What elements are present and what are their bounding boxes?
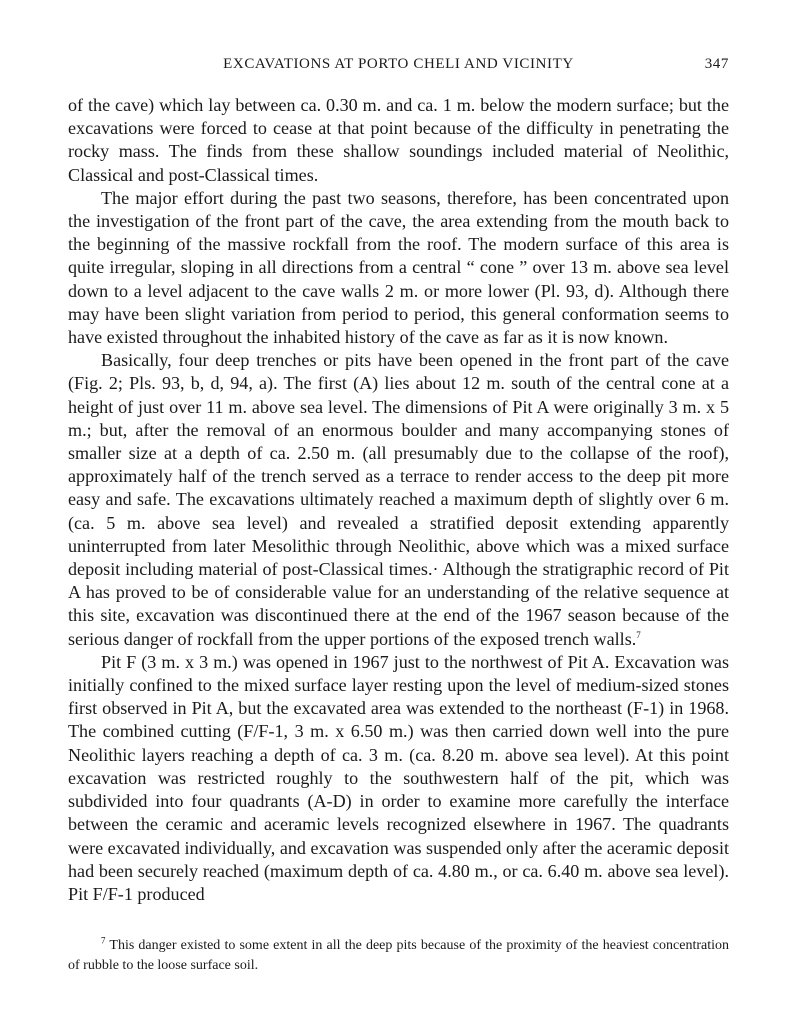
- footnote: [68, 936, 729, 975]
- paragraph-2: The major effort during the past two seasons, therefore, has been concentrated upon the investigation of the front part of the cave, the area extending from the mouth back to the beginning of the massive rockfall from the roof. The modern surface of this area is quite irregular, sloping in all directions from a central “ cone ” over 13 m. above sea level down to a level adjacent to the cave walls 2 m. or more lower (Pl. 93, d). Although there may have been slight variation from period to period, this general conformation seems to have existed throughout the inhabited history of the cave as far as it is now known.: [68, 187, 729, 348]
- paragraph-4: Pit F (3 m. x 3 m.) was opened in 1967 just to the northwest of Pit A. Excavation was initially confined to the mixed surface layer resting upon the level of medium-sized stones first observed in Pit A, but the excavated area was extended to the northeast (F-1) in 1968. The combined cutting (F/F-1, 3 m. x 6.50 m.) was then carried down well into the pure Neolithic layers reaching a depth of ca. 3 m. (ca. 8.20 m. above sea level). At this point excavation was restricted roughly to the southwestern half of the pit, which was subdivided into four quadrants (A-D) in order to examine more carefully the interface between the ceramic and aceramic levels recognized elsewhere in 1967. The quadrants were excavated individually, and excavation was suspended only after the aceramic deposit had been securely reached (maximum depth of ca. 4.80 m., or ca. 6.40 m. above sea level). Pit F/F-1 produced: [68, 651, 729, 904]
- footnote-text: This danger existed to some extent in all the deep pits because of the proximity of the heaviest concentration of rubble to the loose surface soil.: [68, 938, 729, 973]
- paragraph-3: [68, 349, 729, 651]
- paragraph-1: of the cave) which lay between ca. 0.30 m. and ca. 1 m. below the modern surface; but the excavations were forced to cease at that point because of the difficulty in penetrating the rocky mass. The finds from these shallow soundings included material of Neolithic, Classical and post-Classical times.: [68, 95, 729, 185]
- running-head: [68, 52, 729, 78]
- footnote-reference: 7: [636, 629, 641, 640]
- body-text: [68, 94, 729, 906]
- page-number: 347: [704, 56, 729, 72]
- running-title: EXCAVATIONS AT PORTO CHELI AND VICINITY: [223, 56, 574, 72]
- paragraph-3-text: Basically, four deep trenches or pits have been opened in the front part of the cave (Fig. 2; Pls. 93, b, d, 94, a). The first (A) lies about 12 m. south of the central cone at a height of just over 11 m. above sea level. The dimensions of Pit A were originally 3 m. x 5 m.; but, after the removal of an enormous boulder and many accompanying stones of smaller size at a depth of ca. 2.50 m. (all presumably due to the collapse of the roof), approximately half of the trench served as a terrace to render access to the deep pit more easy and safe. The excavations ultimately reached a maximum depth of slightly over 6 m. (ca. 5 m. above sea level) and revealed a stratified deposit extending apparently uninterrupted from later Mesolithic through Neolithic, above which was a mixed surface deposit including material of post-Classical times.· Although the stratigraphic record of Pit A has proved to be of considerable value for an understanding of the relative sequence at this site, excavation was discontinued there at the end of the 1967 season because of the serious danger of rockfall from the upper portions of the exposed trench walls.: [68, 350, 729, 649]
- footnote-marker: 7: [101, 935, 106, 946]
- page: [68, 52, 729, 975]
